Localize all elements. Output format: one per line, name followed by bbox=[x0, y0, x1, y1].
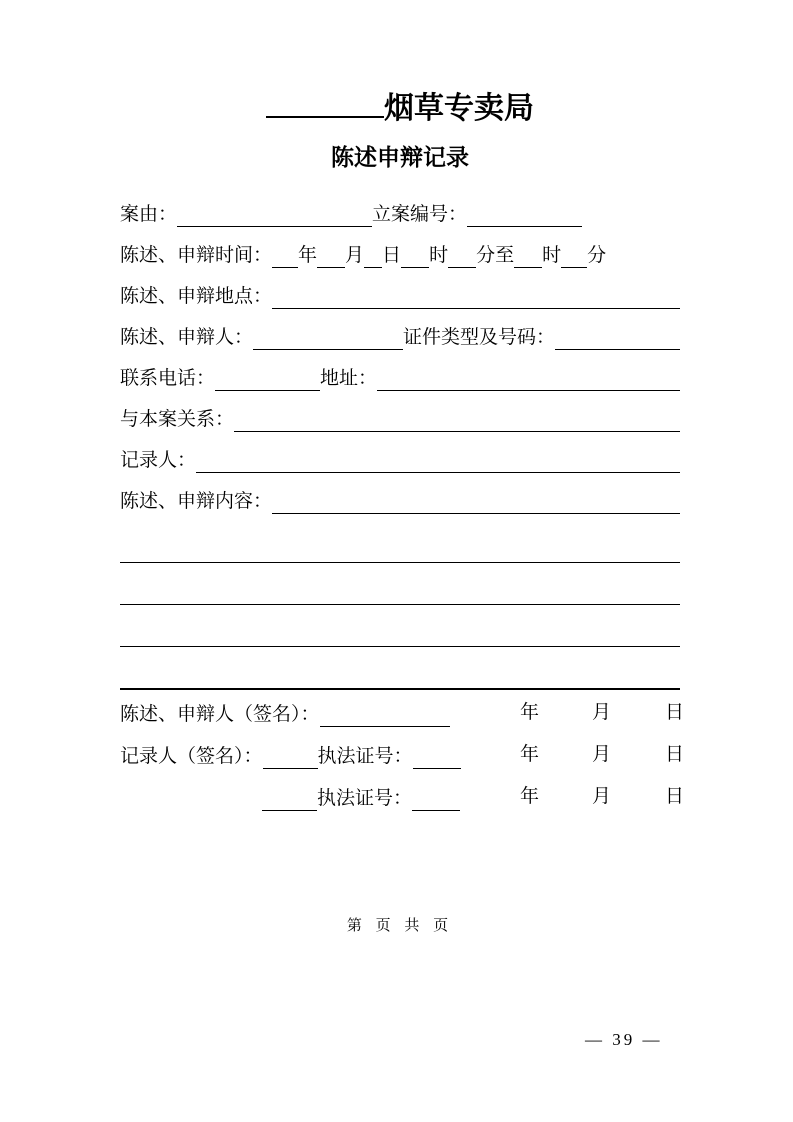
footer-pagination: 第 页 共 页 bbox=[346, 918, 454, 934]
address-label: 地址： bbox=[320, 368, 378, 389]
statement-place-blank bbox=[272, 285, 680, 309]
sig1-day-label: 日 bbox=[665, 702, 685, 723]
document-subtitle: 陈述申辩记录 bbox=[331, 144, 469, 170]
statement-person-label: 陈述、申辩人： bbox=[120, 327, 254, 348]
sig1-year-label: 年 bbox=[520, 702, 540, 723]
sig2-day-label: 日 bbox=[665, 744, 685, 765]
contact-phone-label: 联系电话： bbox=[120, 368, 216, 389]
time-month-blank bbox=[317, 244, 345, 268]
time-minute-blank bbox=[448, 244, 476, 268]
unit-minute-to: 分至 bbox=[476, 245, 515, 266]
writing-line bbox=[120, 647, 680, 690]
sig2-year-label: 年 bbox=[520, 744, 540, 765]
time-hour2-blank bbox=[514, 244, 542, 268]
case-cause-blank bbox=[177, 203, 372, 227]
page-number: — 39 — bbox=[585, 1030, 663, 1049]
time-hour-blank bbox=[401, 244, 429, 268]
sig-row-recorder-1 bbox=[120, 734, 685, 776]
recorder1-name-blank bbox=[263, 744, 318, 769]
sig3-month-label: 月 bbox=[592, 786, 612, 807]
case-number-label: 立案编号： bbox=[372, 204, 468, 225]
sign-statement-person-blank bbox=[320, 702, 450, 727]
sig-statement-person-group bbox=[120, 702, 450, 727]
time-year-blank bbox=[272, 244, 298, 268]
license-number-label-2: 执法证号： bbox=[317, 788, 413, 809]
signature-section bbox=[120, 692, 685, 818]
case-cause-label: 案由： bbox=[120, 204, 178, 225]
org-name-blank bbox=[266, 90, 384, 118]
time-day-blank bbox=[364, 244, 382, 268]
unit-hour2: 时 bbox=[542, 245, 562, 266]
sig-row-recorder-2 bbox=[120, 776, 685, 818]
sig1-month-label: 月 bbox=[592, 702, 612, 723]
row-case-cause bbox=[120, 186, 680, 227]
sig-recorder2-group bbox=[262, 786, 460, 811]
unit-minute: 分 bbox=[587, 245, 607, 266]
writing-line bbox=[120, 563, 680, 605]
row-statement-time bbox=[120, 227, 680, 268]
sig3-day-label: 日 bbox=[665, 786, 685, 807]
unit-year: 年 bbox=[298, 245, 318, 266]
recorder2-license-blank bbox=[412, 786, 460, 811]
writing-line bbox=[120, 521, 680, 563]
recorder-blank bbox=[196, 449, 680, 473]
statement-content-blank bbox=[272, 490, 680, 514]
unit-month: 月 bbox=[345, 245, 365, 266]
sig2-month-label: 月 bbox=[592, 744, 612, 765]
id-type-number-label: 证件类型及号码： bbox=[403, 327, 556, 348]
sig-row-statement-person bbox=[120, 692, 685, 734]
statement-person-blank bbox=[253, 326, 403, 350]
statement-place-label: 陈述、申辩地点： bbox=[120, 286, 273, 307]
recorder2-name-blank bbox=[262, 786, 317, 811]
row-case-relation bbox=[120, 391, 680, 432]
statement-time-label: 陈述、申辩时间： bbox=[120, 245, 273, 266]
row-statement-content bbox=[120, 473, 680, 514]
case-number-blank bbox=[467, 203, 582, 227]
sign-statement-person-label: 陈述、申辩人（签名）： bbox=[120, 704, 320, 725]
document-title-line bbox=[120, 90, 680, 128]
case-relation-label: 与本案关系： bbox=[120, 409, 235, 430]
row-statement-person bbox=[120, 309, 680, 350]
recorder1-license-blank bbox=[413, 744, 461, 769]
statement-content-label: 陈述、申辩内容： bbox=[120, 491, 273, 512]
sig-recorder1-group bbox=[120, 744, 461, 769]
form-fields bbox=[120, 186, 680, 514]
contact-phone-blank bbox=[215, 367, 320, 391]
time-minute2-blank bbox=[561, 244, 587, 268]
unit-hour: 时 bbox=[429, 245, 449, 266]
id-type-number-blank bbox=[555, 326, 680, 350]
unit-day: 日 bbox=[382, 245, 402, 266]
address-blank bbox=[377, 367, 680, 391]
org-title: 烟草专卖局 bbox=[384, 92, 534, 125]
row-contact bbox=[120, 350, 680, 391]
writing-line bbox=[120, 605, 680, 647]
license-number-label: 执法证号： bbox=[317, 746, 413, 767]
content-writing-lines bbox=[120, 521, 680, 690]
document-content bbox=[120, 90, 685, 935]
sign-recorder-label: 记录人（签名）： bbox=[120, 746, 263, 767]
row-recorder bbox=[120, 432, 680, 473]
row-statement-place bbox=[120, 268, 680, 309]
recorder-label: 记录人： bbox=[120, 450, 197, 471]
sig3-year-label: 年 bbox=[520, 786, 540, 807]
case-relation-blank bbox=[234, 408, 680, 432]
